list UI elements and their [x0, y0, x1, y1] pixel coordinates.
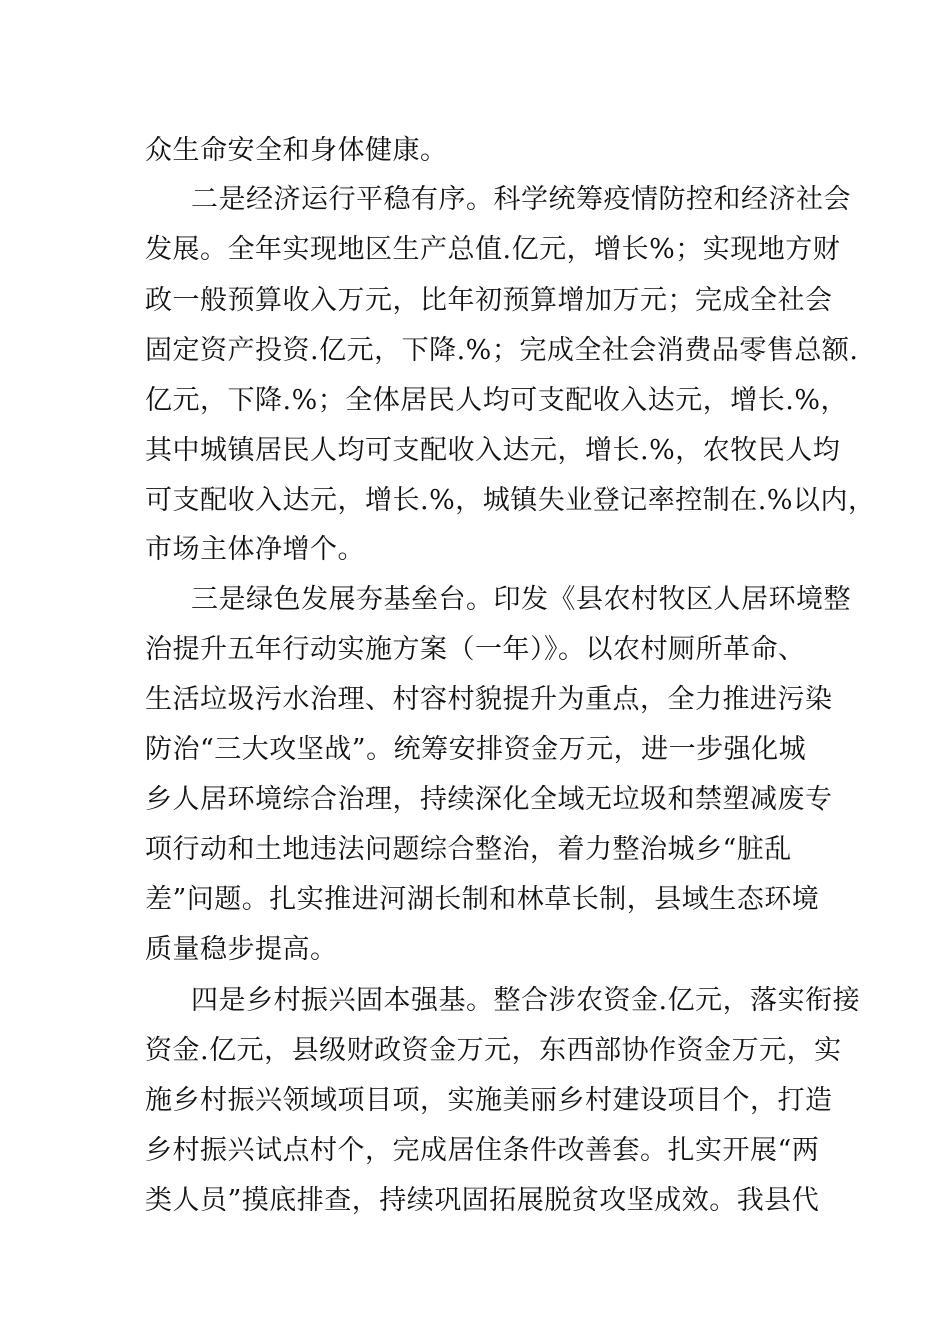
- text-line: 政一般预算收入万元，比年初预算增加万元；完成全社会: [145, 285, 833, 316]
- text-line: 施乡村振兴领域项目项，实施美丽乡村建设项目个，打造: [145, 1085, 833, 1116]
- text-line: 乡人居环境综合治理，持续深化全域无垃圾和禁塑减废专: [145, 784, 833, 815]
- text-line: 治提升五年行动实施方案（一年）》。以农村厕所革命、: [145, 634, 806, 665]
- text-line: 其中城镇居民人均可支配收入达元，增长.%，农牧民人均: [145, 435, 841, 466]
- text-line: 项行动和土地违法问题综合整治，着力整治城乡“脏乱: [145, 834, 792, 865]
- text-line: 众生命安全和身体健康。: [145, 135, 448, 166]
- text-line: 亿元，下降.%；全体居民人均可支配收入达元，增长.%，: [145, 385, 848, 416]
- text-line: 乡村振兴试点村个，完成居住条件改善套。扎实开展“两: [145, 1135, 820, 1166]
- text-line: 市场主体净增个。: [145, 534, 365, 565]
- paragraph-3-start: 三是绿色发展夯基垒台。印发《县农村牧区人居环境整: [191, 584, 851, 615]
- text-line: 防治“三大攻坚战”。统筹安排资金万元，进一步强化城: [145, 734, 807, 765]
- text-line: 发展。全年实现地区生产总值.亿元，增长%；实现地方财: [145, 234, 841, 265]
- text-line: 质量稳步提高。: [145, 934, 338, 965]
- paragraph-4-start: 四是乡村振兴固本强基。整合涉农资金.亿元，落实衔接: [191, 985, 861, 1016]
- text-line: 类人员”摸底排查，持续巩固拓展脱贫攻坚成效。我县代: [145, 1185, 820, 1216]
- text-line: 差”问题。扎实推进河湖长制和林草长制，县域生态环境: [145, 884, 820, 915]
- text-line: 资金.亿元，县级财政资金万元，东西部协作资金万元，实: [145, 1035, 842, 1066]
- paragraph-2-start: 二是经济运行平稳有序。科学统筹疫情防控和经济社会: [191, 184, 851, 215]
- text-line: 生活垃圾污水治理、村容村貌提升为重点，全力推进污染: [145, 684, 833, 715]
- text-line: 固定资产投资.亿元，下降.%；完成全社会消费品零售总额.: [145, 335, 859, 366]
- text-line: 可支配收入达元，增长.%，城镇失业登记率控制在.%以内，: [145, 485, 876, 516]
